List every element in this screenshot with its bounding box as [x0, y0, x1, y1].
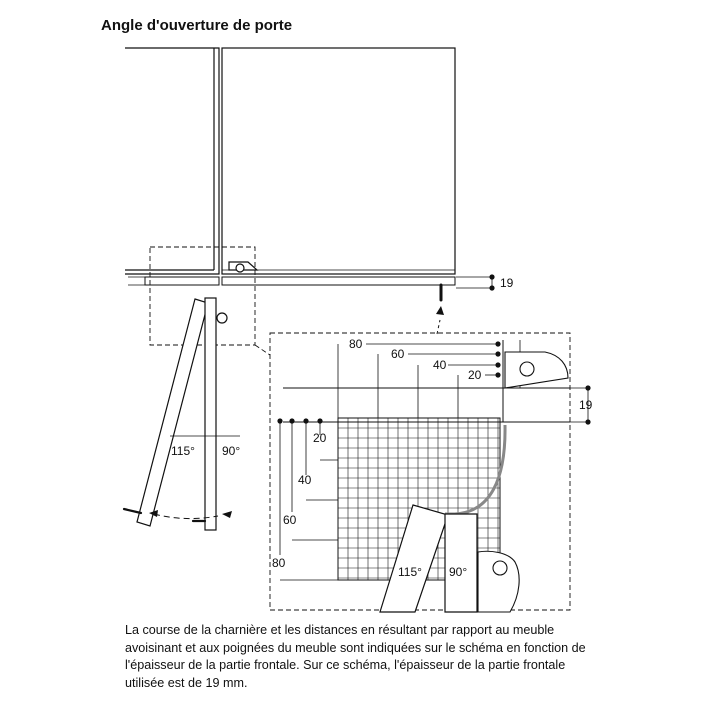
neighbour-front — [145, 277, 219, 285]
label-top-40: 40 — [433, 358, 447, 372]
label-top-20: 20 — [468, 368, 482, 382]
label-front-thickness-detail: 19 — [579, 398, 593, 412]
detail-view — [270, 333, 591, 612]
label-left-80: 80 — [272, 556, 286, 570]
label-left-20: 20 — [313, 431, 327, 445]
caption: La course de la charnière et les distances en résultant par rapport au meuble avoisinant et aux poignées du meuble sont indiquées sur le schéma en fonction de l'épaisseur de la partie frontale. Sur ce schéma, l'épaisseur de la partie frontale utilisée est de 19 mm. — [125, 623, 586, 690]
left-dimensions — [277, 418, 338, 580]
appliance-body — [222, 48, 455, 274]
hinge-small — [229, 262, 257, 272]
appliance-front — [222, 277, 455, 285]
neighbour-cabinet — [125, 48, 219, 274]
label-top-60: 60 — [391, 347, 405, 361]
label-angle-90-detail: 90° — [449, 565, 468, 579]
swing-path — [445, 425, 505, 514]
door-90-detail — [445, 514, 477, 612]
label-left-60: 60 — [283, 513, 297, 527]
label-angle-115-detail: 115° — [398, 565, 422, 579]
label-left-40: 40 — [298, 473, 312, 487]
label-angle-115-overview: 115° — [171, 444, 195, 458]
label-angle-90-overview: 90° — [222, 444, 241, 458]
hinge-arm-detail — [478, 551, 519, 612]
label-top-80: 80 — [349, 337, 363, 351]
door-115-overview — [124, 299, 208, 526]
hinge-large — [505, 352, 568, 388]
page-title: Angle d'ouverture de porte — [101, 17, 293, 34]
label-front-thickness: 19 — [500, 276, 514, 290]
